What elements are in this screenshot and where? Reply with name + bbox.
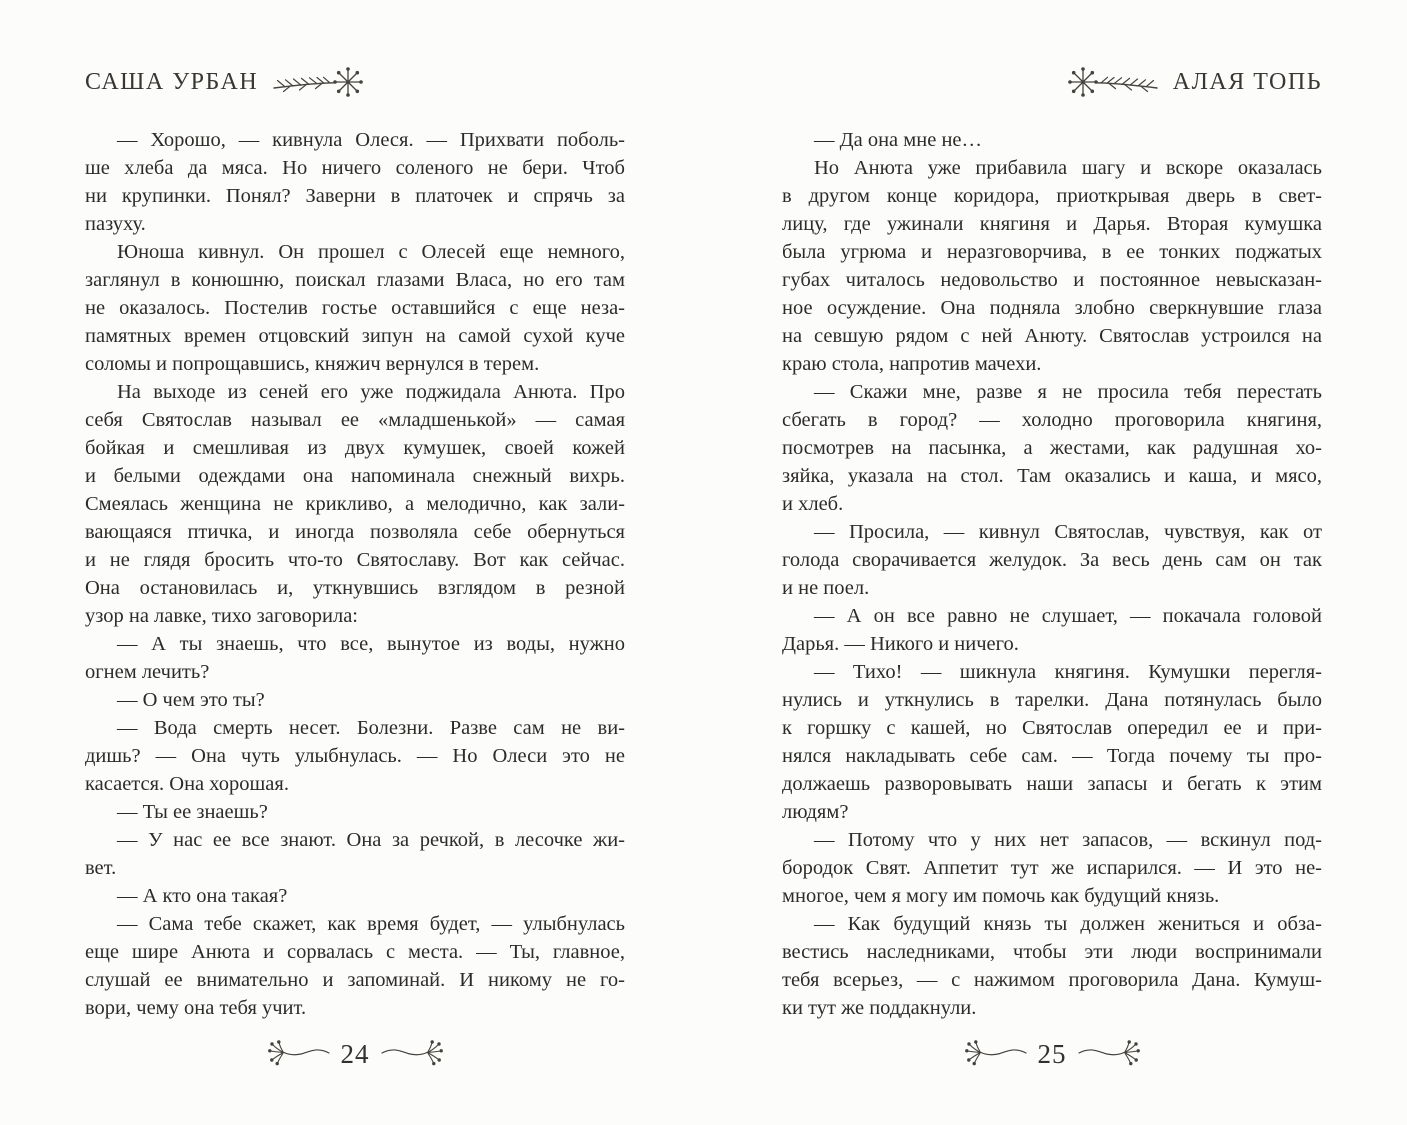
text-line: вори, чему она тебя учит.	[85, 997, 307, 1019]
paragraph	[782, 658, 1322, 826]
text-line: ки тут же поддакнули.	[782, 997, 977, 1019]
text-line: и белыми одеждами она напоминала снежный вихрь.	[85, 465, 625, 487]
folio-right	[782, 1036, 1322, 1072]
text-line: на севшую рядом с ней Анюту. Святослав устроился на	[782, 325, 1322, 347]
text-line: — Да она мне не…	[814, 129, 983, 151]
running-header-left	[85, 64, 364, 100]
folio-berry-sprig-icon	[1077, 1040, 1141, 1068]
text-line: себя Святослав называл ее «младшенькой» — самая	[85, 409, 625, 431]
folio-berry-sprig-icon	[964, 1040, 1028, 1068]
text-line: — У нас ее все знают. Она за речкой, в лесочке жи-	[117, 829, 625, 851]
paragraph	[782, 826, 1322, 910]
paragraph	[85, 798, 625, 826]
text-line: в другом конце коридора, приоткрывая дверь в свет-	[782, 185, 1322, 207]
paragraph	[85, 686, 625, 714]
text-line: была угрюма и неразговорчива, в ее тонких поджатых	[782, 241, 1322, 263]
text-line: ше хлеба да мяса. Но ничего соленого не бери. Чтоб	[85, 157, 625, 179]
text-line: Смеялась женщина не крикливо, а мелодично, как зали-	[85, 493, 625, 515]
text-line: ни крупинки. Понял? Заверни в платочек и спрячь за	[85, 185, 625, 207]
text-line: людям?	[782, 801, 849, 823]
text-line: — Ты ее знаешь?	[117, 801, 268, 823]
text-line: — Просила, — кивнул Святослав, чувствуя, как от	[814, 521, 1322, 543]
text-line: — Вода смерть несет. Болезни. Разве сам не ви-	[117, 717, 625, 739]
text-line: — О чем это ты?	[117, 689, 265, 711]
text-line: бородок Свят. Аппетит тут же испарился. — И это не-	[782, 857, 1322, 879]
text-line: голода сворачивается желудок. За весь день сам он так	[782, 549, 1322, 571]
text-line: вестись наследниками, чтобы эти люди воспринимали	[782, 941, 1322, 963]
text-line: Дарья. — Никого и ничего.	[782, 633, 1019, 655]
text-line: вающаяся птичка, и иногда позволяла себе обернуться	[85, 521, 625, 543]
paragraph	[85, 910, 625, 1022]
text-line: Она остановилась и, уткнувшись взглядом в резной	[85, 577, 625, 599]
text-line: — А ты знаешь, что все, вынутое из воды, нужно	[117, 633, 625, 655]
text-line: вет.	[85, 857, 117, 879]
text-line: памятных времен отцовский зипун на самой сухой куче	[85, 325, 625, 347]
page-number-left: 24	[340, 1038, 370, 1069]
text-line: и не глядя бросить что-то Святославу. Вот как сейчас.	[85, 549, 625, 571]
text-line: — Сама тебе скажет, как время будет, — улыбнулась	[117, 913, 625, 935]
paragraph	[85, 378, 625, 630]
paragraph	[85, 126, 625, 238]
text-line: зяйка, указала на стол. Там оказались и каша, и мясо,	[782, 465, 1322, 487]
text-line: огнем лечить?	[85, 661, 210, 683]
text-line: к горшку с кашей, но Святослав опередил ее и при-	[782, 717, 1322, 739]
header-twig-snowflake-icon	[272, 66, 364, 98]
text-line: пазуху.	[85, 213, 146, 235]
book-title: АЛАЯ ТОПЬ	[1172, 68, 1322, 95]
text-line: и хлеб.	[782, 493, 844, 515]
text-line: ное осуждение. Она подняла злобно сверкнувшие глаза	[782, 297, 1322, 319]
paragraph	[782, 602, 1322, 658]
text-line: узор на лавке, тихо заговорила:	[85, 605, 359, 627]
text-column-right	[782, 126, 1322, 1022]
text-line: Но Анюта уже прибавила шагу и вскоре оказалась	[814, 157, 1322, 179]
text-line: дишь? — Она чуть улыбнулась. — Но Олеси это не	[85, 745, 625, 767]
text-line: — Тихо! — шикнула княгиня. Кумушки перегля-	[814, 661, 1322, 683]
folio-left	[85, 1036, 625, 1072]
text-line: должаешь разворовывать наши запасы и бегать к этим	[782, 773, 1322, 795]
text-line: краю стола, напротив мачехи.	[782, 353, 1042, 375]
paragraph	[85, 882, 625, 910]
header-twig-snowflake-icon	[1067, 66, 1159, 98]
text-line: нулись и уткнулись в тарелки. Дана потянулась было	[782, 689, 1322, 711]
paragraph	[782, 518, 1322, 602]
text-line: и не поел.	[782, 577, 870, 599]
text-line: Юноша кивнул. Он прошел с Олесей еще немного,	[117, 241, 625, 263]
text-line: — Хорошо, — кивнула Олеся. — Прихвати поболь-	[117, 129, 625, 151]
paragraph	[85, 826, 625, 882]
page-number-right: 25	[1037, 1038, 1067, 1069]
text-line: На выходе из сеней его уже поджидала Анюта. Про	[117, 381, 625, 403]
paragraph	[85, 630, 625, 686]
text-line: лицу, где ужинали княгиня и Дарья. Вторая кумушка	[782, 213, 1322, 235]
text-line: касается. Она хорошая.	[85, 773, 289, 795]
running-header-right	[782, 64, 1322, 100]
text-line: многое, чем я могу им помочь как будущий князь.	[782, 885, 1220, 907]
folio-berry-sprig-icon	[380, 1040, 444, 1068]
folio-berry-sprig-icon	[267, 1040, 331, 1068]
paragraph	[782, 126, 1322, 154]
paragraph	[782, 910, 1322, 1022]
text-line: посмотрев на пасынка, а жестами, как радушная хо-	[782, 437, 1322, 459]
text-line: губах читалось недовольство и постоянное невысказан-	[782, 269, 1322, 291]
text-line: соломы и попрощавшись, княжич вернулся в терем.	[85, 353, 540, 375]
text-line: сбегать в город? — холодно проговорила княгиня,	[782, 409, 1322, 431]
text-line: тебя всерьез, — с нажимом проговорила Дана. Кумуш-	[782, 969, 1322, 991]
text-line: не оказалось. Постелив гостье оставшийся с еще неза-	[85, 297, 625, 319]
paragraph	[85, 714, 625, 798]
text-line: — Скажи мне, разве я не просила тебя перестать	[814, 381, 1322, 403]
text-line: нялся накладывать себе сам. — Тогда почему ты про-	[782, 745, 1322, 767]
paragraph	[782, 154, 1322, 378]
text-line: заглянул в конюшню, поискал глазами Власа, но его там	[85, 269, 625, 291]
text-line: слушай ее внимательно и запоминай. И никому не го-	[85, 969, 625, 991]
text-line: бойкая и смешливая из двух кумушек, своей кожей	[85, 437, 625, 459]
text-line: — А кто она такая?	[117, 885, 288, 907]
text-line: — Как будущий князь ты должен жениться и обза-	[814, 913, 1322, 935]
text-line: — Потому что у них нет запасов, — вскинул под-	[814, 829, 1322, 851]
text-line: еще шире Анюта и сорвалась с места. — Ты, главное,	[85, 941, 625, 963]
paragraph	[782, 378, 1322, 518]
book-author: САША УРБАН	[85, 68, 259, 95]
text-line: — А он все равно не слушает, — покачала головой	[814, 605, 1322, 627]
paragraph	[85, 238, 625, 378]
text-column-left	[85, 126, 625, 1022]
